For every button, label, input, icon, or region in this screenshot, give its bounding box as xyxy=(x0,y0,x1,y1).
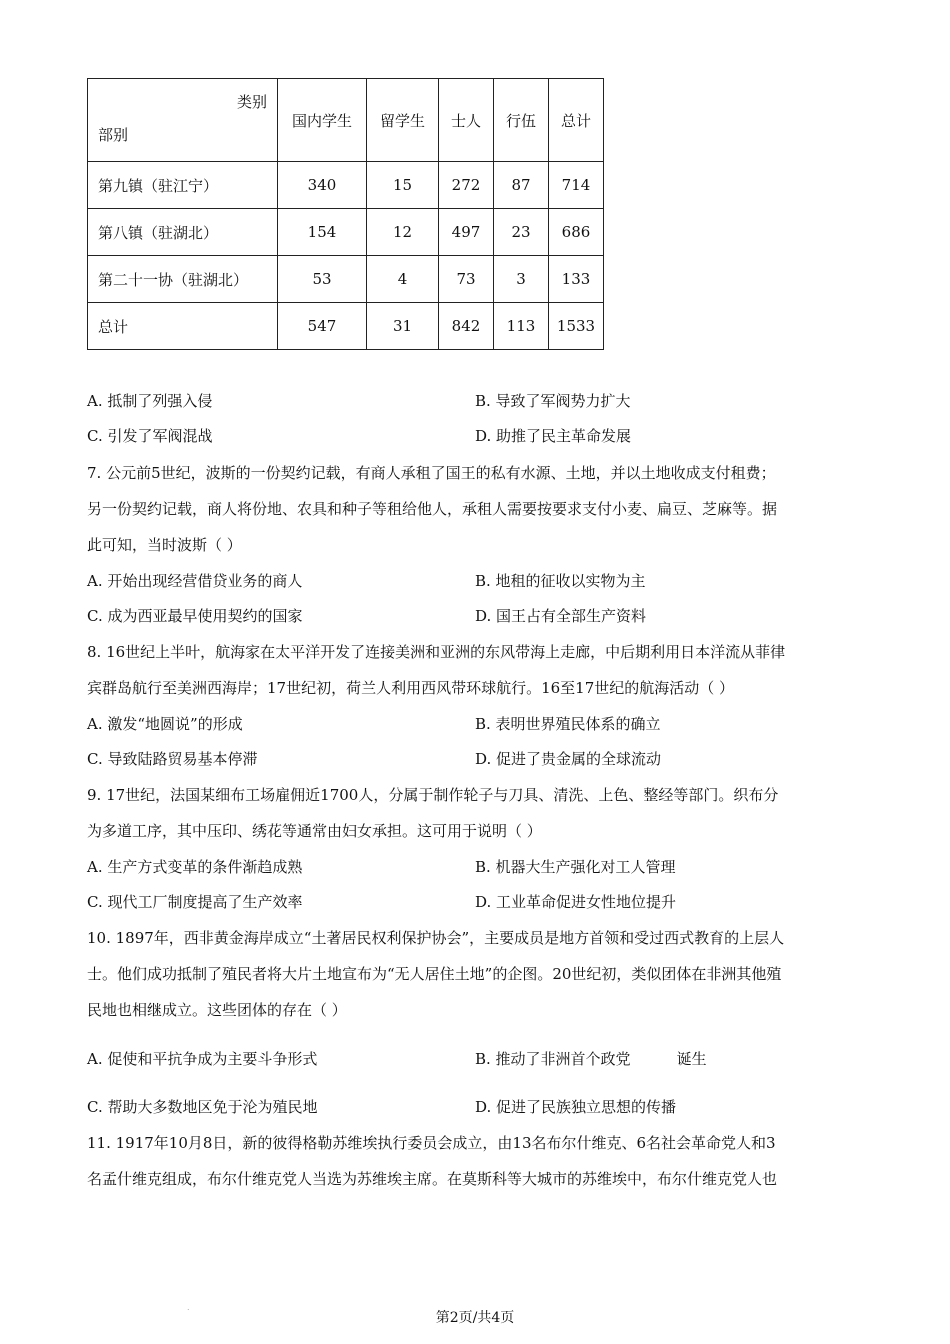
q9-option-b[interactable]: B. 机器大生产强化对工人管理 xyxy=(475,858,676,876)
q11-stem-line: 名孟什维克组成，布尔什维克党人当选为苏维埃主席。在莫斯科等大城市的苏维埃中，布尔什维克党人也 xyxy=(87,1170,778,1188)
table-cell: 113 xyxy=(494,303,549,350)
table-cell: 133 xyxy=(549,256,604,303)
table-cell: 15 xyxy=(367,162,439,209)
q10-option-d[interactable]: D. 促进了民族独立思想的传播 xyxy=(475,1098,677,1116)
table-header-row xyxy=(88,79,604,162)
q11-stem-line: 11. 1917年10月8日，新的彼得格勒苏维埃执行委员会成立，由13名布尔什维克、6名社会革命党人和3 xyxy=(87,1134,776,1152)
table-cell: 12 xyxy=(367,209,439,256)
q9-option-a[interactable]: A. 生产方式变革的条件渐趋成熟 xyxy=(87,858,303,876)
q6-option-d[interactable]: D. 助推了民主革命发展 xyxy=(475,427,632,445)
table-corner-cell xyxy=(88,79,278,162)
q7-option-a[interactable]: A. 开始出现经营借贷业务的商人 xyxy=(87,572,303,590)
row-label: 第八镇（驻湖北） xyxy=(88,209,278,256)
q9-option-d[interactable]: D. 工业革命促进女性地位提升 xyxy=(475,893,677,911)
column-header: 总计 xyxy=(549,79,604,162)
table-cell: 272 xyxy=(439,162,494,209)
q8-option-a[interactable]: A. 激发“地圆说”的形成 xyxy=(87,715,243,733)
table-row xyxy=(88,256,604,303)
q10-stem-line: 民地也相继成立。这些团体的存在（ ） xyxy=(87,1001,347,1019)
q6-option-c[interactable]: C. 引发了军阀混战 xyxy=(87,427,213,445)
column-header: 行伍 xyxy=(494,79,549,162)
q10-option-b-text: B. 推动了非洲首个政党 xyxy=(475,1050,631,1068)
corner-unit-label: 部别 xyxy=(98,126,129,144)
q8-option-c[interactable]: C. 导致陆路贸易基本停滞 xyxy=(87,750,258,768)
table-cell: 842 xyxy=(439,303,494,350)
table-cell: 4 xyxy=(367,256,439,303)
table-cell: 340 xyxy=(278,162,367,209)
q6-option-a[interactable]: A. 抵制了列强入侵 xyxy=(87,392,213,410)
q7-stem-line: 此可知，当时波斯（ ） xyxy=(87,536,242,554)
column-header: 留学生 xyxy=(367,79,439,162)
q8-option-d[interactable]: D. 促进了贵金属的全球流动 xyxy=(475,750,662,768)
table-cell: 497 xyxy=(439,209,494,256)
q10-stem-line: 士。他们成功抵制了殖民者将大片土地宣布为“无人居住土地”的企图。20世纪初，类似团体在非洲其他殖 xyxy=(87,965,782,983)
q7-option-d[interactable]: D. 国王占有全部生产资料 xyxy=(475,607,647,625)
page-number: 第2页/共4页 xyxy=(435,1310,515,1326)
column-header: 士人 xyxy=(439,79,494,162)
table-row xyxy=(88,209,604,256)
q7-option-b[interactable]: B. 地租的征收以实物为主 xyxy=(475,572,646,590)
corner-category-label: 类别 xyxy=(236,93,267,111)
column-header: 国内学生 xyxy=(278,79,367,162)
statistics-table xyxy=(87,78,604,350)
row-label: 总计 xyxy=(88,303,278,350)
q10-option-c[interactable]: C. 帮助大多数地区免于沦为殖民地 xyxy=(87,1098,318,1116)
q9-stem-line: 9. 17世纪，法国某细布工场雇佣近1700人，分属于制作轮子与刀具、清洗、上色、整经等部门。织布分 xyxy=(87,786,779,804)
q9-option-c[interactable]: C. 现代工厂制度提高了生产效率 xyxy=(87,893,303,911)
table-cell: 73 xyxy=(439,256,494,303)
q9-stem-line: 为多道工序，其中压印、绣花等通常由妇女承担。这可用于说明（ ） xyxy=(87,822,542,840)
table-cell: 23 xyxy=(494,209,549,256)
footer-dot: . xyxy=(187,1303,190,1312)
q10-stem-line: 10. 1897年，西非黄金海岸成立“土著居民权利保护协会”，主要成员是地方首领和受过西式教育的上层人 xyxy=(87,929,785,947)
table-row xyxy=(88,162,604,209)
table-cell: 31 xyxy=(367,303,439,350)
q10-option-a[interactable]: A. 促使和平抗争成为主要斗争形式 xyxy=(87,1050,318,1068)
table-cell: 714 xyxy=(549,162,604,209)
table-cell: 87 xyxy=(494,162,549,209)
row-label: 第九镇（驻江宁） xyxy=(88,162,278,209)
q10-option-b-tail: 诞生 xyxy=(676,1050,707,1068)
row-label: 第二十一协（驻湖北） xyxy=(88,256,278,303)
q7-option-c[interactable]: C. 成为西亚最早使用契约的国家 xyxy=(87,607,303,625)
q8-option-b[interactable]: B. 表明世界殖民体系的确立 xyxy=(475,715,661,733)
table-cell: 1533 xyxy=(549,303,604,350)
table-cell: 686 xyxy=(549,209,604,256)
q8-stem-line: 8. 16世纪上半叶，航海家在太平洋开发了连接美洲和亚洲的东风带海上走廊，中后期利用日本洋流从菲律 xyxy=(87,643,786,661)
table-cell: 3 xyxy=(494,256,549,303)
table-cell: 154 xyxy=(278,209,367,256)
q7-stem-line: 7. 公元前5世纪，波斯的一份契约记载，有商人承租了国王的私有水源、土地，并以土地收成支付租费； xyxy=(87,464,776,482)
q6-option-b[interactable]: B. 导致了军阀势力扩大 xyxy=(475,392,631,410)
q7-stem-line: 另一份契约记载，商人将份地、农具和种子等租给他人，承租人需要按要求支付小麦、扁豆、芝麻等。据 xyxy=(87,500,778,518)
table-cell: 547 xyxy=(278,303,367,350)
q10-option-b[interactable] xyxy=(475,1048,707,1069)
q8-stem-line: 宾群岛航行至美洲西海岸；17世纪初，荷兰人利用西风带环球航行。16至17世纪的航海活动（ ） xyxy=(87,679,735,697)
table-total-row xyxy=(88,303,604,350)
table-cell: 53 xyxy=(278,256,367,303)
